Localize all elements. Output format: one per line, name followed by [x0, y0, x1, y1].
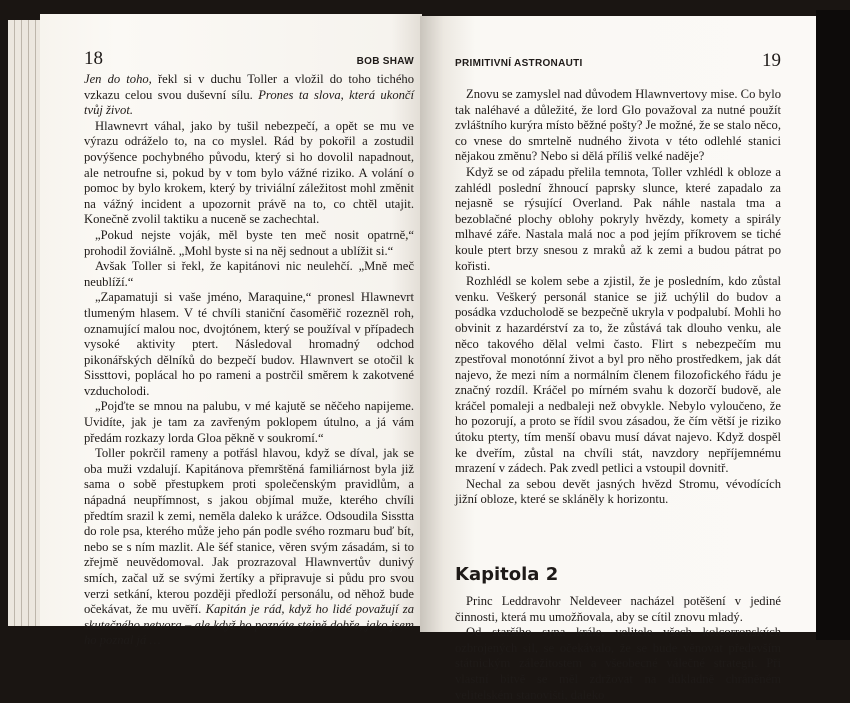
paragraph — [455, 274, 781, 477]
paragraph — [84, 119, 414, 228]
text-run: řekl si v duchu Toller a vložil do toho tichého vzkazu celou svou duševní sílu. — [84, 72, 415, 102]
italic-text: Jen do toho, — [84, 72, 152, 86]
chapter-title: Kapitola 2 — [455, 564, 559, 586]
text-run: Znovu se zamyslel nad důvodem Hlawnvertovy mise. Co bylo tak naléhavé a důležité, že lord Glo považoval za nutné použít zvláštního kurýra místo běžné pošty? Je možné, že se stalo něco, co vnese do smrtelně nudného života v této odlehlé stanici nějakou změnu? Nebo si dělá příliš velké naděje? — [455, 87, 781, 164]
body-text — [455, 87, 781, 508]
paragraph — [455, 594, 781, 625]
paragraph — [455, 625, 781, 703]
paragraph — [84, 290, 414, 399]
paragraph — [455, 165, 781, 274]
right-page — [420, 16, 816, 702]
page-number: 18 — [84, 48, 103, 69]
italic-text: Kapitán je rád, když ho lidé považují za skutečného netvora – ale když ho poznáte stejně dobře, jako jsem ho poznal já … — [84, 602, 414, 648]
chapter-text — [455, 594, 781, 703]
page-header — [84, 48, 414, 72]
text-run: „Zapamatuji si vaše jméno, Maraquine,“ pronesl Hlawnevrt tlumeným hlasem. V té chvíli staniční časoměřič rozezněl roh, oznamující malou noc, dvojtónem, který se používal v případech vysoké aktivity ptert. Následoval hromadný odchod pikonářských dělníků do bezpečí budov. Hlawnvert se otočil k Sissttovi, poplácal ho po rameni a postrčil směrem k zakotvené vzducholodi. — [84, 290, 414, 398]
text-run: Když se od západu přelila temnota, Toller vzhlédl k obloze a zahlédl poslední žhnoucí paprsky slunce, které zapadalo za nejasně se rýsující Overland. Pak náhle nastala tma a bezoblačné plochy oblohy pokryly hvězdy, komety a spirály mlhavé záře. Nastala malá noc a pod jejím příkrovem se tiché koule ptert brzy snesou z mraků až k zemi a budou pátrat po kořisti. — [455, 164, 781, 273]
running-head: PRIMITIVNÍ ASTRONAUTI — [455, 58, 583, 69]
left-page — [40, 14, 422, 648]
paragraph — [84, 72, 414, 119]
paragraph — [84, 228, 414, 259]
page-header — [455, 50, 781, 74]
paragraph — [455, 477, 781, 508]
paragraph — [84, 399, 414, 446]
text-run: „Pokud nejste voják, měl byste ten meč nosit opatrně,“ prohodil žoviálně. „Mohl byste si na něj sednout a ublížit si.“ — [84, 227, 414, 258]
text-run: Princ Leddravohr Neldeveer nacházel potěšení v jediné činnosti, která mu umožňovala, aby se cítil znovu mladý. — [455, 594, 781, 624]
paragraph — [84, 446, 414, 649]
text-run: Toller pokrčil rameny a potřásl hlavou, když se díval, jak se oba muži vzdalují. Kapitánova přemrštěná familiárnost byla již sama o sobě přestupkem proti společenským pravidlům, a nápadná neupřímnost, s jakou objímal muže, kterého chvíli předtím srazil k zemi, neměla daleko k urážce. Odsoudila Sisstta do role psa, kterého může jeho pán podle svého rozmaru buď bít, nebo se s ním mazlit. Ale šéf stanice, věren svým zásadám, si to zřejmě neuvědomoval. Jak prozrazoval Hlawnvertův dunivý smích, začal už se svými žertíky a připravuje si půdu pro svou verzi setkání, kterou později předloží personálu, od něhož bude očekávat, že mu uvěří. — [84, 446, 414, 617]
text-run: „Pojďte se mnou na palubu, v mé kajutě se něčeho napijeme. Uvidíte, jak je tam za zavřeným poklopem útulno, a já vám předám rozkazy lorda Gloa pěkně v soukromí.“ — [84, 399, 414, 445]
text-run: Hlawnevrt váhal, jako by tušil nebezpečí, a opět se mu ve výrazu odráželo to, na co myslel. Rád by pokořil a zostudil povýšence pochybného původu, který si ho dovolil napadnout, ale netroufne si, pokud by v tom bylo vážné riziko. A volání o pomoc by bylo krokem, který by triviální záležitost mohl změnit na vážný incident a upozornit právě na to, co chtěl utajit. Konečně zvolil taktiku a nuceně se zachechtal. — [84, 118, 414, 227]
right-page-shadow — [816, 10, 850, 640]
text-run: Od staršího syna krále, velitele všech kolcorronských ozbrojených sil, se očekávalo, že se bude věnovat především státnickým záležitostem a všeobecné válečné strategii. Při vlastní bitvě se měl zdržovat na důkladně chráněném velitelském stanovišti, daleko — [455, 625, 781, 702]
body-text — [84, 72, 414, 649]
italic-text: Prones ta slova, která ukončí tvůj život. — [84, 87, 414, 118]
paragraph — [455, 87, 781, 165]
text-run: Nechal za sebou devět jasných hvězd Stromu, vévodících jižní obloze, které se skláněly k horizontu. — [455, 476, 781, 507]
page-number: 19 — [762, 50, 781, 71]
running-head: BOB SHAW — [356, 56, 414, 67]
text-run: Avšak Toller si řekl, že kapitánovi nic neulehčí. „Mně meč neublíží.“ — [84, 259, 414, 289]
text-run: Rozhlédl se kolem sebe a zjistil, že je posledním, kdo zůstal venku. Veškerý personál stanice se již uchýlil do budov a posádka vzducholodě se bezpečně ukryla v podpalubí. Mohli ho obvinit z hazardérství za to, že zůstává tak dlouho venku, ale něco takového dělal velmi často. Flirt s nebezpečím mu zpestřoval monotónní život a byl pro něho prostředkem, jak dát najevo, že mezi ním a normálním členem filozofického řádu je značný rozdíl. Kráčel po mírném svahu k dozorčí budově, ale kráčel pomaleji a nedbaleji než obvykle. Nebylo vyloučeno, že ho pozorují, a proto se řídil svou zásadou, že čím větší je riziko útoku pterty, tím menší obavu musí dávat najevo. Když dospěl ke dveřím, zůstal na chvíli stát, navzdory nepříjemnému mrazení v zádech. Pak zvedl petlici a vstoupil dovnitř. — [455, 274, 781, 476]
paragraph — [84, 259, 414, 290]
